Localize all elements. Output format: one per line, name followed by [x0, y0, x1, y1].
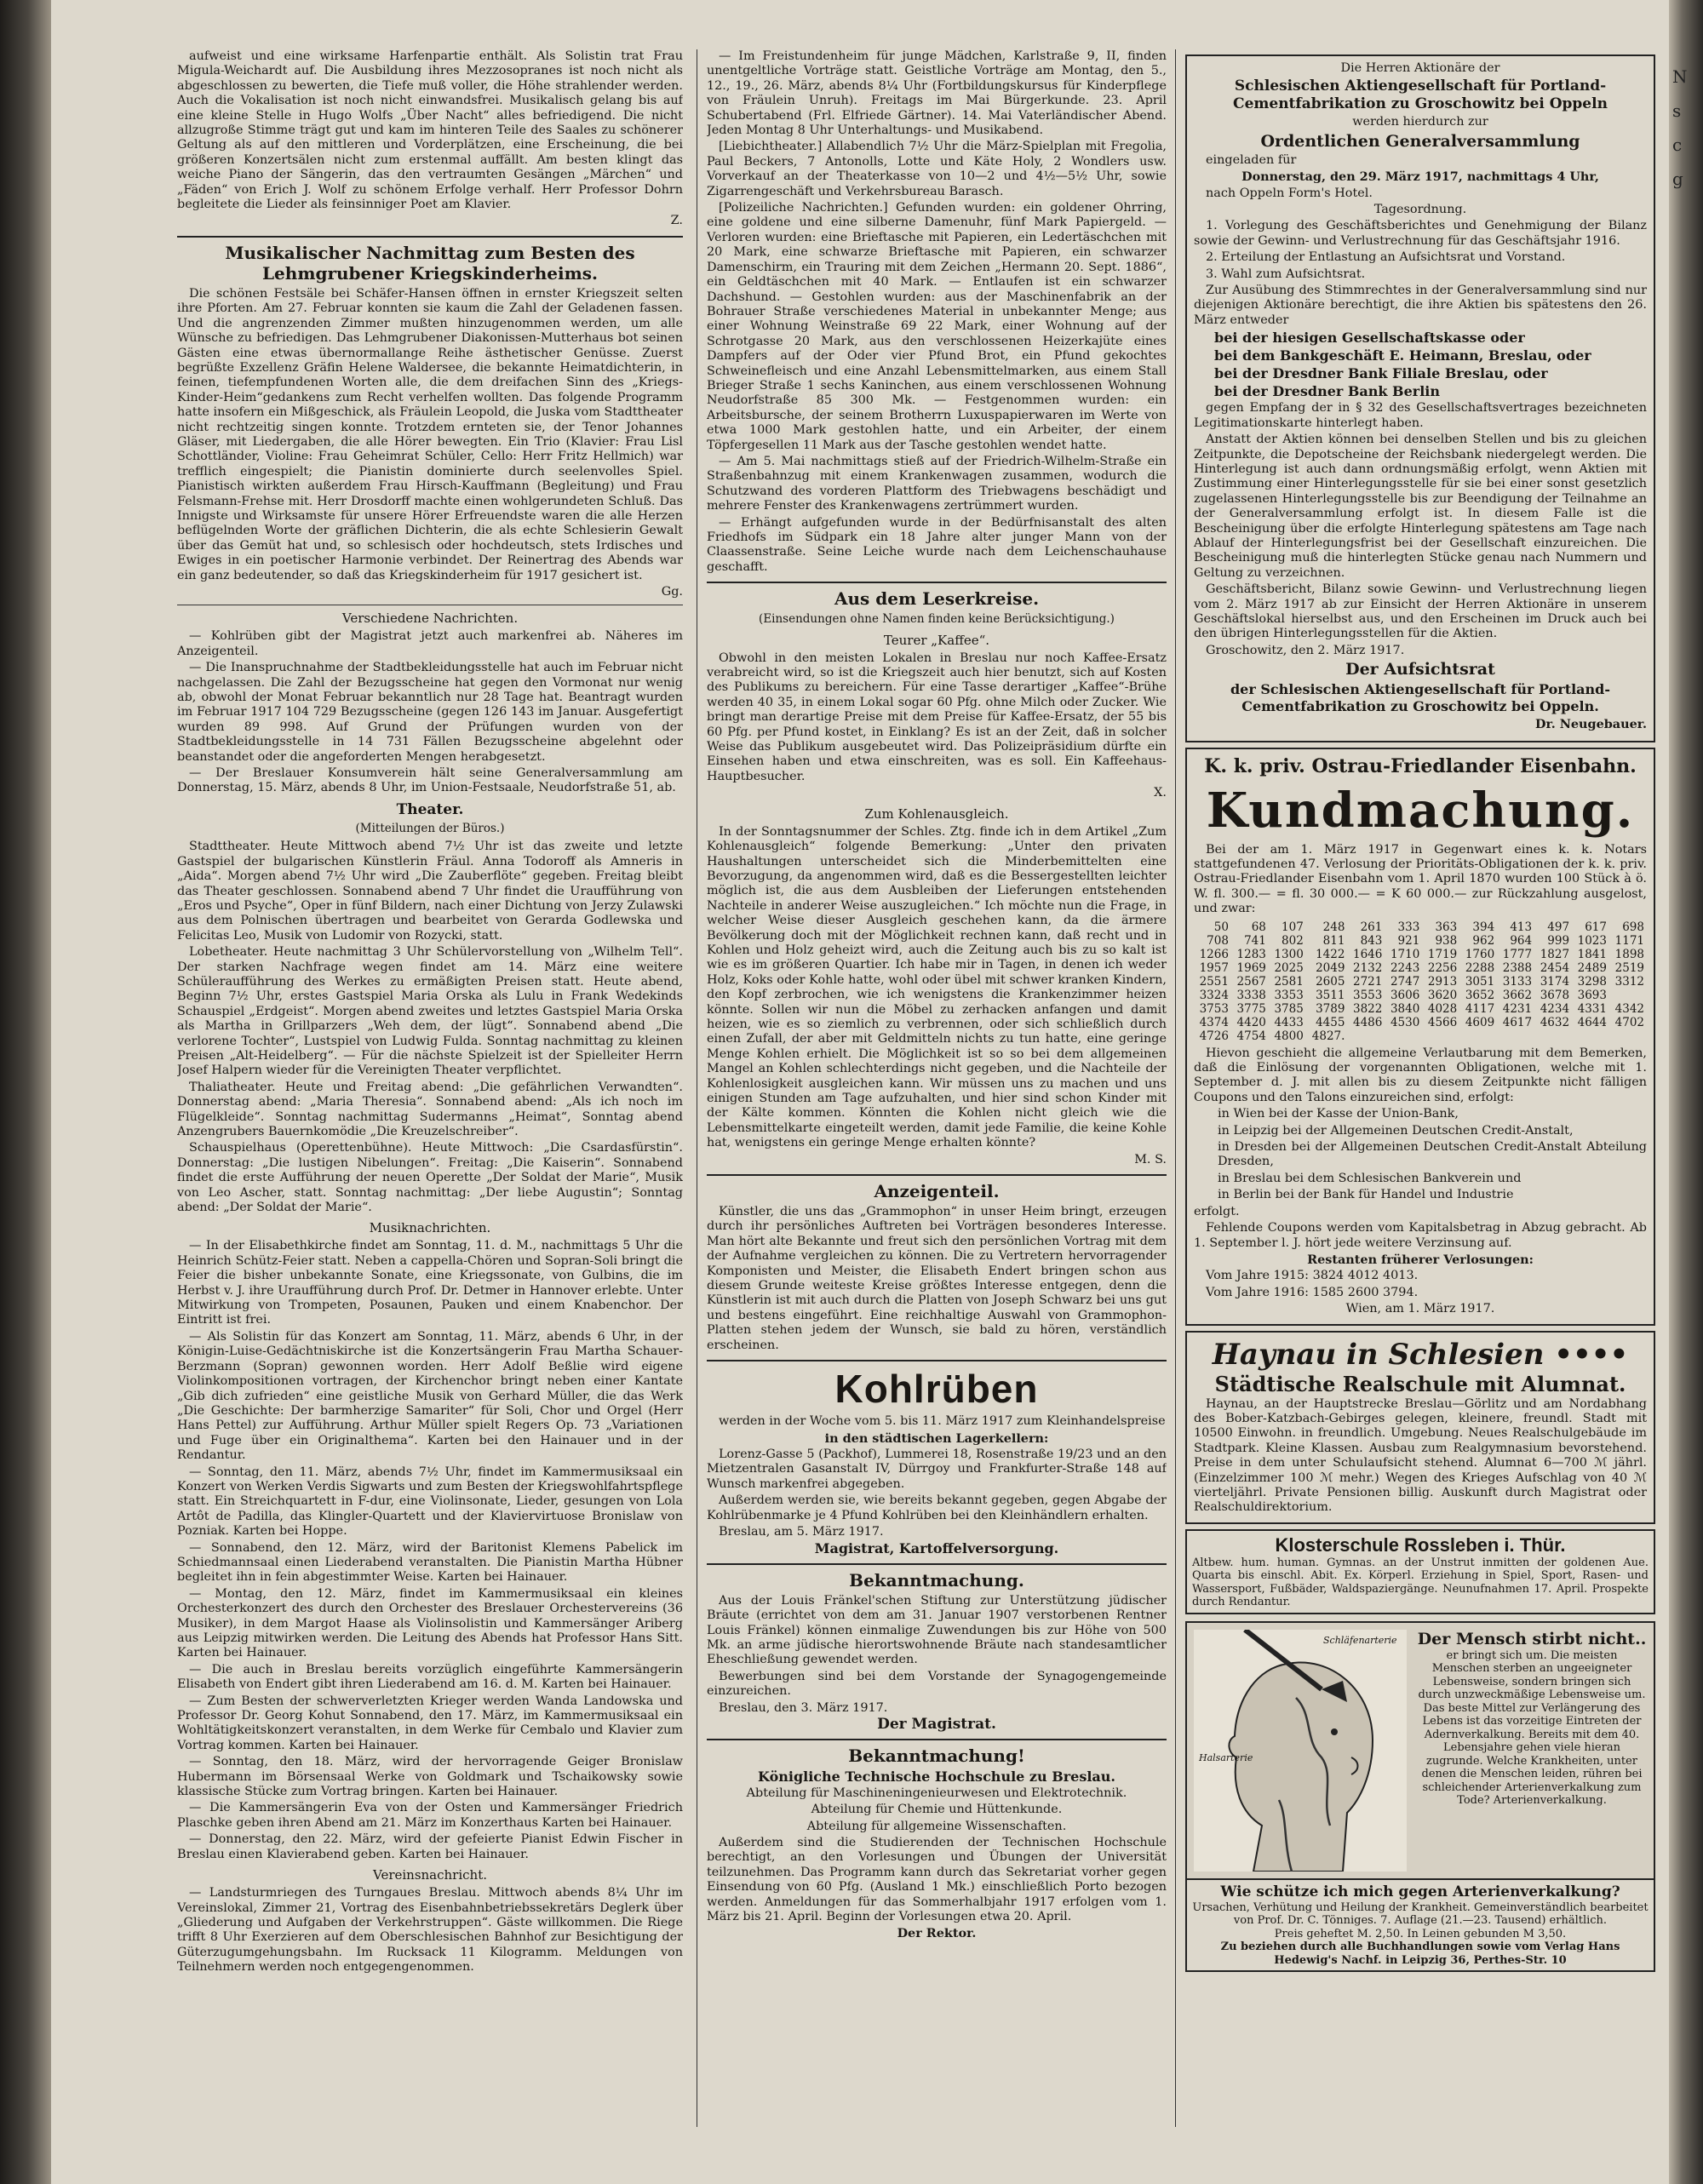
letter-signature: M. S.	[1134, 1152, 1167, 1167]
notice-date: Wien, am 1. März 1917.	[1345, 1302, 1495, 1316]
section-heading: Vereinsnachricht.	[372, 1867, 488, 1883]
section-subheading: (Einsendungen ohne Namen finden keine Berücksichtigung.)	[759, 612, 1115, 627]
drawn-numbers-table	[1194, 920, 1647, 1043]
drawn-number: 4374	[1199, 1015, 1229, 1029]
drawn-number: 3324	[1199, 988, 1229, 1002]
drawn-number: 4609	[1465, 1015, 1495, 1029]
drawn-number: 3785	[1274, 1001, 1304, 1016]
drawn-number: 4617	[1502, 1015, 1533, 1029]
music-item: — Donnerstag, den 22. März, wird der gefeierte Pianist Edwin Fischer in Breslau einen Klavierabend geben. Karten bei Hainauer.	[177, 1832, 683, 1861]
separator	[707, 1563, 1167, 1565]
drawn-number: 3051	[1465, 974, 1495, 989]
drawn-number: 4754	[1236, 1029, 1266, 1043]
railway-title: K. k. priv. Ostrau-Friedlander Eisenbahn.	[1204, 754, 1637, 777]
board-signer: Dr. Neugebauer.	[1534, 717, 1647, 732]
drawn-number: 4342	[1614, 1001, 1644, 1016]
ad-text: Künstler, die uns das „Grammophon“ in unser Heim bringt, erzeugen durch ihr persönliches Auftreten bei Vorträgen besonderes Interesse. Man hört alte Bekannte und freut sich den persönlichen Vortrag mit dem der Aufnahme vergleichen zu können. Die zu Vertretern hervorragender Komponisten und Meister, die Elisabeth Endert bringen schon aus diesem Grunde weiteste Kreise größtes Interesse entgegen, denn die Künstlerin ist mit auch durch die Platten von Joseph Schwarz bei uns gut und bestens eingeführt. Eine reichhaltige Auswahl von Grammophon-Platten stehen jedem der Wunsch, sie bald zu hören, verständlich erscheinen.	[707, 1205, 1167, 1352]
bank-line: bei der hiesigen Gesellschaftskasse oder	[1214, 330, 1525, 347]
drawn-number: 3298	[1577, 974, 1607, 989]
drawn-number: 4632	[1540, 1015, 1570, 1029]
ad-book-title: Wie schütze ich mich gegen Arterienverkalkung?	[1220, 1883, 1620, 1900]
drawn-number: 1710	[1390, 947, 1420, 961]
music-item: — Zum Besten der schwerverletzten Krieger werden Wanda Landowska und Professor Dr. Georg Kohut Sonnabend, den 17. März, im Kammermusiksaal ein Wohltätigkeitskonzert veranstalten, in dem Werke für Cembalo und Klavier zum Vortrag kommen. Karten bei Hainauer.	[177, 1694, 683, 1752]
separator	[707, 582, 1167, 583]
drawn-number: 3133	[1502, 974, 1533, 989]
notice-intro: Die Herren Aktionäre der	[1340, 61, 1500, 75]
drawn-number: 1300	[1274, 947, 1304, 961]
drawn-number: 2049	[1316, 960, 1345, 975]
payment-place: in Leipzig bei der Allgemeinen Deutschen Credit-Anstalt,	[1218, 1123, 1574, 1138]
drawn-number: 2519	[1614, 960, 1644, 975]
letter-heading: Zum Kohlenausgleich.	[864, 805, 1009, 822]
article-signature: Z.	[670, 214, 683, 228]
department-line: Abteilung für Chemie und Hüttenkunde.	[811, 1803, 1063, 1817]
notice-heading: Bekanntmachung.	[849, 1569, 1024, 1591]
drawn-number: 497	[1547, 920, 1570, 934]
drawn-number: 3693	[1577, 988, 1607, 1002]
notice-text: Außerdem werden sie, wie bereits bekannt gegeben, gegen Abgabe der Kohlrübenmarke je 4 Pfund Kohlrüben bei den Kleinhändlern erhalten.	[707, 1493, 1167, 1522]
klosterschule-ad	[1185, 1529, 1655, 1614]
drawn-number: 3338	[1236, 988, 1266, 1002]
notice-signature: Magistrat, Kartoffelversorgung.	[814, 1540, 1059, 1557]
drawn-number: 999	[1547, 933, 1570, 948]
drawn-number: 3606	[1390, 988, 1420, 1002]
letter-signature: X.	[1154, 786, 1167, 800]
drawn-number: 3553	[1353, 988, 1383, 1002]
drawn-number: 2243	[1390, 960, 1420, 975]
number-row	[1194, 1029, 1647, 1043]
notice-text: gegen Empfang der in § 32 des Gesellschaftsvertrages bezeichneten Legitimationskarte hinterlegt haben.	[1194, 401, 1647, 430]
drawn-number: 50	[1213, 920, 1229, 934]
bank-line: bei der Dresdner Bank Berlin	[1214, 383, 1440, 400]
drawn-number: 1719	[1427, 947, 1458, 961]
railway-notice	[1185, 748, 1655, 1326]
drawn-number: 708	[1207, 933, 1229, 948]
ad-headline: Der Mensch stirbt nicht..	[1417, 1629, 1647, 1648]
section-heading: Theater.	[396, 800, 464, 818]
theater-item: Thaliatheater. Heute und Freitag abend: „Die gefährlichen Verwandten“. Donnerstag abend: „Maria Theresia“. Sonnabend abend: „Als ich noch im Flügelkleide“. Sonntag nachmittag Sudermanns „Heimat“, Sonntag abend Anzengrubers Bauernkomödie „Die Kreuzelschreiber“.	[177, 1080, 683, 1138]
drawn-number: 2388	[1502, 960, 1533, 975]
payment-place: in Dresden bei der Allgemeinen Deutschen Credit-Anstalt Abteilung Dresden,	[1218, 1140, 1647, 1169]
column-left	[177, 49, 683, 2127]
company-name: Schlesischen Aktiengesellschaft für Portland-Cementfabrikation zu Groschowitz bei Oppeln	[1233, 77, 1608, 113]
drawn-number: 921	[1397, 933, 1420, 948]
drawn-number: 107	[1282, 920, 1304, 934]
strip-letter: s	[1672, 100, 1682, 121]
notice-text: Zur Ausübung des Stimmrechtes in der Generalversammlung sind nur diejenigen Aktionäre berechtigt, die ihre Aktien bis spätestens den 26. März entweder	[1194, 284, 1647, 327]
news-item: — Im Freistundenheim für junge Mädchen, Karlstraße 9, II, finden unentgeltliche Vorträge statt. Geistliche Vorträge am Montag, den 5., 12., 19., 26. März, abends 8¼ Uhr (Fortbildungskursus für Kinderpflege von Fräulein Unruh). Freitags im Mai Bürgerkunde. 23. April Schubertabend (Frl. Elfriede Gärtner). 14. Mai Vaterländischer Abend. Jeden Montag 8 Uhr Unterhaltungs- und Musikabend.	[707, 49, 1167, 138]
board-company: der Schlesischen Aktiengesellschaft für Portland-Cementfabrikation zu Groschowitz bei Oppeln.	[1230, 681, 1610, 715]
payment-place: in Wien bei der Kasse der Union-Bank,	[1218, 1107, 1459, 1121]
notice-signature: Der Rektor.	[897, 1926, 977, 1941]
drawn-number: 4331	[1577, 1001, 1607, 1016]
department-line: Abteilung für allgemeine Wissenschaften.	[806, 1819, 1067, 1833]
payment-place: in Breslau bei dem Schlesischen Bankverein und	[1218, 1171, 1522, 1185]
drawn-number: 4420	[1236, 1015, 1266, 1029]
news-item: — Die Inanspruchnahme der Stadtbekleidungsstelle hat auch im Februar nicht nachgelassen. Die Zahl der Bezugsscheine hat gegen den Vormonat nur wenig ab, obwohl der Monat Februar bekanntlich nur 28 Tage hat. Beantragt wurden im Februar 1917 104 729 Bezugsscheine (gegen 126 143 im Januar. Ausgefertigt wurden 89 998. Auf Grund der Prüfungen wurden von der Stadtbekleidungsstelle in 14 731 Fällen Bezugsscheine abgelehnt oder beanstandet oder die angeforderten Mengen herabgesetzt.	[177, 661, 683, 764]
ad-text: Altbew. hum. human. Gymnas. an der Unstrut inmitten der goldenen Aue. Quarta bis einschl. Abit. Ex. Körperl. Erziehung in Spiel, Sport, Rasen- und Wassersport, Fußbäder, Waldspaziergänge. Neunufnahmen 17. April. Prospekte durch Rendantur.	[1192, 1556, 1649, 1609]
number-row	[1194, 975, 1647, 989]
letter-text: In der Sonntagsnummer der Schles. Ztg. finde ich in dem Artikel „Zum Kohlenausgleich“ folgende Bemerkung: „Unter den privaten Haushaltungen unterscheidet sich die Minderbemittelten eine Bevorzugung, da angenommen wird, daß es die Bessergestellten leichter möglich ist, die aus dem Ausbleiben der Lieferungen entstehenden Nachteile in anderer Weise auszugleichen.“ Ich möchte nun die Frage, in welcher Weise dieser Ausgleich geschehen kann, da die ärmere Bevölkerung doch mit der Möglichkeit rechnen kann, daß recht und in Kohlen und Holz geheizt wird, auch die Zeitung auch bis zu so kalt ist wie es im größeren Quartier. Ich habe mir in Tagen, in denen ich weder Holz, Koks oder Kohle hatte, wohl oder übel mit schwer kranken Kindern, den Kopf zerbrochen, wie ich wenigstens die Krankenzimmer heizen könnte. Sollen wir nun die Möbel zu zerhacken anfangen und damit heizen, wie es so ziemlich zu verbrennen, oder sich schließlich durch einen Zufall, der aber mit Geldmitteln nichts zu tun hatte, eine geringe Menge Kohlen erhielt. Die Möglichkeit ist so so bei dem allgemeinen Mangel an Kohlen schlechterdings nicht gegeben, und die Nachteile der Kohlenlosigkeit ausgleichen kann. Wir müssen uns zu machen und uns einigen Stunden am Tage aufzuhalten, und hier sind schon Kinder mit der Kälte kommen. Könnten die Kohlen nicht gleich wie die Lebensmittelkarte eingeteilt werden, damit jede Familie, die keine Kohle hat, wenigstens ein geringe Menge erhalten könnte?	[707, 824, 1167, 1150]
number-row	[1194, 948, 1647, 961]
meeting-title: Ordentlichen Generalversammlung	[1260, 131, 1580, 151]
notice-text: Bewerbungen sind bei dem Vorstande der Synagogengemeinde einzureichen.	[707, 1669, 1167, 1699]
music-item: — Montag, den 12. März, findet im Kammermusiksaal ein kleines Orchesterkonzert des durch den Orchester des Breslauer Orchestervereins (36 Musiker), in dem Margot Haase als Violinsolistin und Kammersänger Ariberg aus Leipzig mitwirken werden. Die Leitung des Abends hat Professor Hans Sitt. Karten bei Hainauer.	[177, 1586, 683, 1660]
notice-subheading: in den städtischen Lagerkellern:	[824, 1430, 1049, 1446]
notice-date: Groschowitz, den 2. März 1917.	[1206, 643, 1405, 657]
music-item: — Die auch in Breslau bereits vorzüglich eingeführte Kammersängerin Elisabeth von Endert gibt ihren Liederabend am 16. d. M. Karten bei Hainauer.	[177, 1662, 683, 1692]
drawn-number: 3789	[1316, 1001, 1345, 1016]
music-item: — Sonntag, den 11. März, abends 7½ Uhr, findet im Kammermusiksaal ein Konzert von Werken Verdis Sigwarts und zum Besten der Kriegswohlfahrtspflege statt. Ein Streichquartett in F-dur, eine Violinsonate, Lieder, gesungen von Lola Artôt de Padilla, das Klingler-Quartett und der Klaviervirtuose Bronislaw von Pozniak. Karten bei Hoppe.	[177, 1465, 683, 1539]
drawn-number: 1266	[1199, 947, 1229, 961]
drawn-number: 248	[1322, 920, 1345, 934]
drawn-number: 4566	[1427, 1015, 1458, 1029]
number-row	[1194, 1002, 1647, 1016]
article-signature: Gg.	[661, 585, 683, 599]
theater-item: Stadttheater. Heute Mittwoch abend 7½ Uhr ist das zweite und letzte Gastspiel der bulgarischen Künstlerin Fräul. Anna Todoroff als Amneris in „Aida“. Morgen abend 7½ Uhr wird „Die Zauberflöte“ gegeben. Freitag bleibt das Theater geschlossen. Sonnabend abend 7 Uhr findet die Uraufführung von „Eros und Psyche“, Oper in fünf Bildern, nach einer Dichtung von Jerzy Zulawski aus dem Polnischen übertragen und bearbeitet von Gerarda Godlewska und Felicitas Leo, Musik von Ludomir von Rozycki, statt.	[177, 840, 683, 943]
drawn-number: 964	[1510, 933, 1533, 948]
column-right	[1185, 49, 1655, 2127]
drawn-number: 2581	[1274, 974, 1304, 989]
drawn-number: 3511	[1316, 988, 1345, 1002]
number-row	[1194, 961, 1647, 975]
drawn-number: 2256	[1427, 960, 1458, 975]
drawn-number: 698	[1622, 920, 1644, 934]
notice-text: Lorenz-Gasse 5 (Packhof), Lummerei 18, Rosenstraße 19/23 und an den Mietzentralen Gasanstalt IV, Dürrgoy und Frankfurter-Straße 148 auf Wunsch markenfrei abgegeben.	[707, 1447, 1167, 1491]
agenda-item: 3. Wahl zum Aufsichtsrat.	[1206, 267, 1366, 281]
number-row	[1194, 989, 1647, 1002]
notice-text: Anstatt der Aktien können bei denselben Stellen und bis zu gleichen Zeitpunkte, die Depotscheine der Reichsbank niedergelegt werden. Die Hinterlegung ist auch dann ordnungsmäßig erfolgt, wenn Aktien mit Zustimmung einer Hinterlegungsstelle für sie bei einer sonst gesetzlich zugelassenen Hinterlegungsstelle bis zur Beendigung der Teilnahme an der Generalversammlung erfolgt ist. In diesem Falle ist die Bescheinigung über die erfolgte Hinterlegung spätestens am Tage nach Ablauf der Hinterlegungsfrist bei der Gesellschaft einzureichen. Die Bescheinigung muß die hinterlegten Stücke genau nach Nummern und Geltung zu verzeichnen.	[1194, 433, 1647, 580]
drawn-number: 4231	[1502, 1001, 1533, 1016]
letter-text: Obwohl in den meisten Lokalen in Breslau nur noch Kaffee-Ersatz verabreicht wird, so ist die Kriegszeit auch hier benutzt, sich auf Kosten des Publikums zu bereichern. Für eine Tasse derartiger „Kaffee“-Brühe werden 40 35, in einem Lokal sogar 60 Pfg. ohne Milch oder Zucker. Wie bringt man derartige Preise mit dem Preise für Kaffee-Ersatz, der 55 bis 60 Pfg. per Pfund kostet, in Einklang? Es ist an der Zeit, daß in solcher Weise das Publikum ausgebeutet wird. Das Polizeipräsidium dürfte ein Einsehen haben und etwa einschreiten, was es soll. Ein Kaffeehaus-Hauptbesucher.	[707, 651, 1167, 783]
drawn-number: 4117	[1465, 1001, 1495, 1016]
ad-publisher: Zu beziehen durch alle Buchhandlungen sowie vom Verlag Hans Hedewig's Nachf. in Leipzig 36, Perthes-Str. 10	[1220, 1940, 1620, 1967]
concert-review-text: aufweist und eine wirksame Harfenpartie enthält. Als Solistin trat Frau Migula-Weichardt auf. Die Ausbildung ihres Mezzosopranes ist noch nicht als abgeschlossen zu bewerten, die Tiefe muß voller, die Höhe strahlender werden. Auch die Vokalisation ist noch nicht einwandsfrei. Musikalisch gelang bis auf eine kleine Stelle in Hugo Wolfs „Über Nacht“ alles befriedigend. Die nicht allzugroße Stimme trägt gut und kam im hinteren Teile des Saales zu schönerer Geltung als auf den mittleren und Vorderplätzen, eine Erscheinung, die bei größeren Konzertsälen nicht zum erstenmal auffällt. Am besten klingt das weiche Piano der Sängerin, das den vertraumten Gesängen „Märchen“ und „Fäden“ von Erich J. Wolf zu schönem Erfolge verhalf. Herr Professor Dohrn begleitete die Lieder als feinsinniger Poet am Klavier.	[177, 49, 683, 212]
drawn-number: 2288	[1465, 960, 1495, 975]
drawn-number: 4702	[1614, 1015, 1644, 1029]
drawn-number: 3678	[1540, 988, 1570, 1002]
music-item: — In der Elisabethkirche findet am Sonntag, 11. d. M., nachmittags 5 Uhr die Heinrich Schütz-Feier statt. Neben a cappella-Chören und Sopran-Soli bringt die Feier die bisher unbekannte Sonate, eine Kriegssonate, von Gulbins, die im Herbst v. J. ihre Uraufführung durch Prof. Dr. Detmer in Hannover erlebte. Unter Mitwirkung von Trompeten, Posaunen, Pauken und einem Knabenchor. Der Eintritt ist frei.	[177, 1239, 683, 1327]
section-subheading: (Mitteilungen der Büros.)	[355, 821, 505, 835]
remainder-title: Restanten früherer Verlosungen:	[1307, 1252, 1534, 1267]
board-title: Der Aufsichtsrat	[1345, 660, 1495, 679]
drawn-number: 962	[1472, 933, 1495, 948]
drawn-number: 1777	[1502, 947, 1533, 961]
drawn-number: 2025	[1274, 960, 1304, 975]
bank-line: bei der Dresdner Bank Filiale Breslau, oder	[1214, 365, 1548, 382]
drawn-number: 1841	[1577, 947, 1607, 961]
ad-text-block	[1417, 1630, 1647, 1808]
music-item: — Sonnabend, den 12. März, wird der Baritonist Klemens Pabelick im Schiedmannsaal einen Liederabend veranstalten. Die Pianistin Martha Hübner begleitet ihn in fein abgestimmter Weise. Karten bei Hainauer.	[177, 1540, 683, 1585]
notice-date: Breslau, am 5. März 1917.	[719, 1524, 884, 1539]
notice-signature: Der Magistrat.	[877, 1716, 996, 1733]
drawn-number: 1646	[1353, 947, 1383, 961]
separator	[707, 1360, 1167, 1361]
drawn-number: 363	[1435, 920, 1458, 934]
drawn-number: 4234	[1540, 1001, 1570, 1016]
drawn-number: 2721	[1353, 974, 1383, 989]
number-row	[1194, 934, 1647, 948]
separator	[177, 236, 683, 238]
notice-text: Hievon geschieht die allgemeine Verlautbarung mit dem Bemerken, daß die Einlösung der vorgenannten Obligationen, welche mit 1. September d. J. mit allen bis zu diesem Zeitpunkte nicht fälligen Coupons und den Talons einzureichen sind, erfolgt:	[1194, 1046, 1647, 1104]
section-heading: Musiknachrichten.	[369, 1220, 491, 1236]
drawn-number: 3620	[1427, 988, 1458, 1002]
ad-illustration-label: Halsarterie	[1199, 1751, 1253, 1763]
drawn-number: 3174	[1540, 974, 1570, 989]
drawn-number: 3353	[1274, 988, 1304, 1002]
book-binding	[0, 0, 51, 2184]
drawn-number: 802	[1282, 933, 1304, 948]
section-heading: Aus dem Leserkreise.	[834, 588, 1040, 610]
shareholder-notice	[1185, 54, 1655, 742]
column-rule	[1175, 49, 1176, 2127]
drawn-number: 2454	[1540, 960, 1570, 975]
notice-title: Königliche Technische Hochschule zu Breslau.	[758, 1768, 1115, 1786]
meeting-place: nach Oppeln Form's Hotel.	[1206, 186, 1373, 200]
kundmachung-title: Kundmachung.	[1206, 782, 1635, 839]
ad-footer	[1185, 1880, 1655, 1973]
drawn-number: 2551	[1199, 974, 1229, 989]
drawn-number: 1969	[1236, 960, 1266, 975]
agenda-title: Tagesordnung.	[1373, 203, 1467, 217]
drawn-number: 4433	[1274, 1015, 1304, 1029]
arteriosclerosis-ad	[1185, 1621, 1655, 1880]
payment-place: in Berlin bei der Bank für Handel und Industrie	[1218, 1188, 1514, 1202]
drawn-number: 3775	[1236, 1001, 1266, 1016]
ad-illustration-label: Schläfenarterie	[1323, 1634, 1397, 1646]
drawn-number: 413	[1510, 920, 1533, 934]
ad-text: er bringt sich um. Die meisten Menschen sterben an ungeeigneter Lebensweise, sondern bringen sich durch unzweckmäßige Lebensweise um. Das beste Mittel zur Verlängerung des Lebens ist das vorzeitige Eintreten der Adernverkalkung. Bereits mit dem 40. Lebensjahre gehen viele hieran zugrunde. Welche Krankheiten, unter denen die Menschen leiden, rühren bei schleichender Arterienverkalkung zum Tode? Arterienverkalkung.	[1418, 1648, 1646, 1808]
news-item: — Kohlrüben gibt der Magistrat jetzt auch markenfrei ab. Näheres im Anzeigenteil.	[177, 629, 683, 658]
notice-date: Breslau, den 3. März 1917.	[719, 1700, 888, 1715]
section-heading: Verschiedene Nachrichten.	[341, 610, 519, 627]
music-item: — Die Kammersängerin Eva von der Osten und Kammersänger Friedrich Plaschke geben ihren Abend am 21. März im Konzerthaus Karten bei Hainauer.	[177, 1801, 683, 1830]
drawn-number: 1283	[1236, 947, 1266, 961]
drawn-number: 3312	[1614, 974, 1644, 989]
meeting-date: Donnerstag, den 29. März 1917, nachmittags 4 Uhr,	[1241, 169, 1599, 185]
drawn-number: 4486	[1353, 1015, 1383, 1029]
drawn-number: 1171	[1614, 933, 1644, 948]
drawn-number: 741	[1244, 933, 1266, 948]
strip-letter: N	[1672, 66, 1688, 87]
drawn-number: 2132	[1353, 960, 1383, 975]
notice-text: Bei der am 1. März 1917 in Gegenwart eines k. k. Notars stattgefundenen 47. Verlosung der Prioritäts-Obligationen der k. k. priv. Ostrau-Friedlander Eisenbahn vom 1. April 1870 wurden 100 Stück à ö. W. fl. 300.— = fl. 30 000.— = K 60 000.— zur Rückzahlung ausgelost, und zwar:	[1194, 842, 1647, 916]
drawn-number: 3840	[1390, 1001, 1420, 1016]
article-heading: Musikalischer Nachmittag zum Besten des Lehmgrubener Kriegskinderheims.	[225, 242, 635, 284]
drawn-number: 1898	[1614, 947, 1644, 961]
drawn-number: 3822	[1353, 1001, 1383, 1016]
drawn-number: 261	[1360, 920, 1383, 934]
drawn-number: 4827.	[1311, 1029, 1345, 1043]
number-row	[1194, 1016, 1647, 1029]
department-line: Abteilung für Maschineningenieurwesen und Elektrotechnik.	[746, 1786, 1127, 1800]
news-item: — Der Breslauer Konsumverein hält seine Generalversammlung am Donnerstag, 15. März, abends 8 Uhr, im Union-Festsaale, Neudorfstraße 51, ab.	[177, 766, 683, 795]
drawn-number: 1023	[1577, 933, 1607, 948]
drawn-number: 4726	[1199, 1029, 1229, 1043]
drawn-number: 4455	[1316, 1015, 1345, 1029]
news-item: [Polizeiliche Nachrichten.] Gefunden wurden: ein goldener Ohrring, eine goldene und eine silberne Damenuhr, fünf Mark Papiergeld. — Verloren wurden: eine Brieftasche mit Papieren, ein Ledertäschchen mit 20 Mark, eine schwarze Brieftasche mit Papieren, ein schwarzer Damenschirm, ein Trauring mit dem Zeichen „Hermann 20. Sept. 1886“, ein Geldtäschchen mit 40 Mark. — Entlaufen ist ein schwarzer Dachshund. — Gestohlen wurden: aus der Maschinenfabrik an der Bohrauer Straße verschiedenes Material in unbekannter Menge; aus einer Wohnung Weinstraße 69 22 Mark, einer Wohnung auf der Schrotgasse 20 Mark, aus den verschlossenen Heizerkajüte eines Dampfers auf der Oder vier Pfund Brot, ein Pfund gekochtes Schweinefleisch und eine Anzahl Lebensmittelmarken, aus einem Stall Brieger Straße 1 sechs Kaninchen, aus einem verschlossenen Wohnung Neudorfstraße 85 300 Mk. — Festgenommen wurden: ein Arbeitsbursche, der seinem Brotherrn Luxuspapierwaren im Werte von etwa 1000 Mark gestohlen hatte, und ein Arbeiter, der einem Töpfergesellen 11 Mark aus der Tasche gestohlen wendet hatte.	[707, 201, 1167, 452]
music-item: — Sonntag, den 18. März, wird der hervorragende Geiger Bronislaw Hubermann im Börsensaal Werke von Goldmark und Tschaikowsky sowie klassische Stücke zum Vortrag bringen. Karten bei Hainauer.	[177, 1755, 683, 1799]
strip-letter: g	[1672, 169, 1683, 189]
haynau-school-ad	[1185, 1331, 1655, 1524]
drawn-number: 2747	[1390, 974, 1420, 989]
ad-book-subtitle: Ursachen, Verhütung und Heilung der Krankheit. Gemeinverständlich bearbeitet von Prof. Dr. C. Tönniges. 7. Auflage (21.—23. Tausend) erhältlich.	[1192, 1900, 1649, 1928]
drawn-number: 1957	[1199, 960, 1229, 975]
drawn-number: 3652	[1465, 988, 1495, 1002]
haynau-subtitle: Städtische Realschule mit Alumnat.	[1214, 1371, 1626, 1396]
drawn-number: 938	[1435, 933, 1458, 948]
remainder-line: Vom Jahre 1916: 1585 2600 3794.	[1206, 1285, 1419, 1299]
drawn-number: 843	[1360, 933, 1383, 948]
bank-line: bei dem Bankgeschäft E. Heimann, Breslau, oder	[1214, 347, 1591, 364]
notice-text: erfolgt.	[1194, 1204, 1240, 1218]
next-page-strip	[1672, 60, 1698, 196]
drawn-number: 4644	[1577, 1015, 1607, 1029]
notice-text: Aus der Louis Fränkel'schen Stiftung zur Unterstützung jüdischer Bräute (errichtet von dem am 31. Januar 1907 verstorbenen Rentner Louis Fränkel) können einmalige Zuwendungen bis zur Höhe von 500 Mk. an arme jüdische hierortswohnende Bräute nach standesamtlicher Eheschließung gewendet werden.	[707, 1593, 1167, 1667]
drawn-number: 617	[1585, 920, 1607, 934]
drawn-number: 2567	[1236, 974, 1266, 989]
drawn-number: 333	[1397, 920, 1420, 934]
klosterschule-title: Klosterschule Rossleben i. Thür.	[1275, 1533, 1566, 1556]
theater-item: Schauspielhaus (Operettenbühne). Heute Mittwoch: „Die Csardasfürstin“. Donnerstag: „Die lustigen Nibelungen“. Freitag: „Die Kaiserin“. Sonnabend findet die erste Aufführung der neuen Operette „Der Soldat der Marie“, Musik von Leo Ascher, statt. Sonntag nachmittag: „Der liebe Augustin“; Sonntag abend: „Der Soldat der Marie“.	[177, 1141, 683, 1215]
drawn-number: 4800	[1274, 1029, 1304, 1043]
drawn-number: 1827	[1540, 947, 1570, 961]
drawn-number: 4530	[1390, 1015, 1420, 1029]
ad-text: Haynau, an der Hauptstrecke Breslau—Görlitz und am Nordabhang des Bober-Katzbach-Gebirges gelegen, kleinere, freundl. Stadt mit 10500 Einwohn. in freundlich. Umgebung. Neues Realschulgebäude im Stadtpark. Kleine Klassen. Ausbau zum Realgymnasium bevorstehend. Preise in dem unter Schulaufsicht stehend. Alumnat 6—700 ℳ jährl. (Einzelzimmer 100 ℳ mehr.) Wegen des Krieges Aufschlag von 40 ℳ vierteljährl. Private Pensionen billig. Auskunft durch Magistrat oder Realschuldirektorium.	[1194, 1396, 1647, 1515]
drawn-number: 3662	[1502, 988, 1533, 1002]
notice-text: Geschäftsbericht, Bilanz sowie Gewinn- und Verlustrechnung liegen vom 2. März 1917 ab zur Einsicht der Herren Aktionäre in unserem Geschäftslokal hierselbst aus, und den Erscheinen im Druck auch bei den übrigen Hinterlegungsstellen für die Aktien.	[1194, 582, 1647, 641]
number-row	[1194, 920, 1647, 934]
section-heading: Anzeigenteil.	[874, 1181, 1000, 1202]
agenda-item: 1. Vorlegung des Geschäftsberichtes und Genehmigung der Bilanz sowie der Gewinn- und Verlustrechnung für das Geschäftsjahr 1916.	[1194, 219, 1647, 248]
separator	[707, 1739, 1167, 1740]
haynau-title: Haynau in Schlesien ••••	[1212, 1337, 1629, 1372]
news-item: [Liebichtheater.] Allabendlich 7½ Uhr die März-Spielplan mit Fregolia, Paul Beckers, 7 Antonolls, Lotte und Käte Holy, 2 Wondlers usw. Vorverkauf an der Theaterkasse von 10—2 und 4½—5½ Uhr, sowie Zigarrengeschäft und Verkehrsbureau Barasch.	[707, 140, 1167, 198]
drawn-number: 1760	[1465, 947, 1495, 961]
drawn-number: 2605	[1316, 974, 1345, 989]
drawn-number: 2913	[1427, 974, 1458, 989]
letter-heading: Teurer „Kaffee“.	[883, 632, 990, 648]
music-item: — Als Solistin für das Konzert am Sonntag, 11. März, abends 6 Uhr, in der Königin-Luise-Gedächtniskirche ist die Konzertsängerin Frau Martha Schauer-Berzmann (Sopran) gewonnen worden. Herr Adolf Beßlie wird eigene Violinkompositionen vortragen, der Kirchenchor bringt neben einer Kantate „Gib dich zufrieden“ eine geistliche Musik von Gerhard Müller, die das Werk „Die Geschichte: Der barmherzige Samariter“ für Soli, Chor und Orgel (Herr Hans Pettel) zur Aufführung. Arthur Müller spielt Regers Op. 73 „Variationen und Fuge über ein Originalthema“. Karten bei den Hainauer und in der Rendantur.	[177, 1329, 683, 1463]
notice-text: eingeladen für	[1206, 152, 1297, 167]
separator	[707, 1174, 1167, 1176]
notice-heading: Bekanntmachung!	[848, 1745, 1025, 1767]
notice-text: Außerdem sind die Studierenden der Technischen Hochschule berechtigt, an den Vorlesungen und Übungen der Universität teilzunehmen. Das Programm kann durch das Sekretariat vorher gegen Einsendung von 60 Pfg. (Ausland 1 Mk.) einschließlich Porto bezogen werden. Anmeldungen für das Sommerhalbjahr 1917 erfolgen vom 1. März bis 21. April. Beginn der Vorlesungen etwa 20. April.	[707, 1836, 1167, 1924]
strip-letter: c	[1672, 135, 1683, 155]
column-middle	[707, 49, 1167, 2127]
drawn-number: 3753	[1199, 1001, 1229, 1016]
next-page-edge	[1669, 0, 1703, 2184]
notice-text: Fehlende Coupons werden vom Kapitalsbetrag in Abzug gebracht. Ab 1. September l. J. hört jede weitere Verzinsung auf.	[1194, 1221, 1647, 1250]
drawn-number: 4028	[1427, 1001, 1458, 1016]
remainder-line: Vom Jahre 1915: 3824 4012 4013.	[1206, 1269, 1419, 1283]
news-item: — Am 5. Mai nachmittags stieß auf der Friedrich-Wilhelm-Straße ein Straßenbahnzug mit einem Krankenwagen zusammen, wodurch die Schutzwand des vorderen Plattform des Triebwagens beschädigt und mehrere Fenster des Krankenwagens zertrümmert wurden.	[707, 454, 1167, 513]
news-item: — Erhängt aufgefunden wurde in der Bedürfnisanstalt des alten Friedhofs im Südpark ein 18 Jahre alter junger Mann von der Claassenstraße. Seine Leiche wurde nach dem Leichenschauhause geschafft.	[707, 515, 1167, 574]
club-item: — Landsturmriegen des Turngaues Breslau. Mittwoch abends 8¼ Uhr im Vereinslokal, Zimmer 21, Vortrag des Eisenbahnbetriebssekretärs Deglerk über „Gliederung und Aufgaben der Verkehrstruppen“. Gäste willkommen. Die Riege trifft 8 Uhr Exerzieren auf dem Oberschlesischen Bahnhof zur Besichtigung der Güterzugumgehungsbahn. Im Rucksack 11 Kilogramm. Meldungen von Teilnehmern werden noch entgegengenommen.	[177, 1886, 683, 1975]
drawn-number: 811	[1322, 933, 1345, 948]
drawn-number: 68	[1251, 920, 1266, 934]
theater-item: Lobetheater. Heute nachmittag 3 Uhr Schülervorstellung von „Wilhelm Tell“. Der starken Nachfrage wegen findet am 14. März eine weitere Schüleraufführung des Werkes zu ermäßigten Preisen statt. Heute abend, Beginn 7½ Uhr, erstes Gastspiel Maria Orska als Lulu in Frank Wedekinds Schauspiel „Erdgeist“. Morgen abend zweites und letztes Gastspiel Maria Orska als Martha in Grillparzers „Weh dem, der lügt“. Sonnabend abend „Die verlorene Tochter“, Lustspiel von Ludwig Fulda. Sonntag nachmittag zu kleinen Preisen „Alt-Heidelberg“. — Für die nächste Spielzeit ist der Spielleiter Herrn Josef Halpern wieder für die Vereinigten Theater verpflichtet.	[177, 945, 683, 1078]
drawn-number: 1422	[1316, 947, 1345, 961]
drawn-number: 394	[1472, 920, 1495, 934]
article-text: Die schönen Festsäle bei Schäfer-Hansen öffnen in ernster Kriegszeit selten ihre Pforten. Am 27. Februar konnten sie kaum die Zahl der Geladenen fassen. Und die angrenzenden Zimmer mußten hinzugenommen werden, um alle Wünsche zu befriedigen. Das Lehmgrubener Diakonissen-Mutterhaus bot seinen Gästen eine etwas übernormallange Reihe ästhetischer Genüsse. Zuerst begrüßte Exzellenz Gräfin Helene Waldersee, die bekannte Heimatdichterin, in feinen, tiefempfundenen Worten alle, die dem dreifachen Sinn des „Kriegs-Kinder-Heim“gedankens zum Recht verhelfen wollten. Das folgende Programm hatte insofern ein Mißgeschick, als Fräulein Leopold, die Juska vom Stadttheater nicht rechtzeitig singen konnte. Trotzdem ernteten sie, der Tenor Johannes Gläser, mit Liedergaben, die alle Hörer bewegten. Ein Trio (Klavier: Frau Lisl Schottländer, Violine: Frau Geheimrat Schüler, Cello: Herr Fritz Hellmich) war trefflich eingespielt; die Pianistin dominierte durch seelenvolles Spiel. Pianistisch wirkten außerdem Frau Hirsch-Kauffmann (Begleitung) und Frau Felsmann-Frehse mit. Herr Drosdorff machte einen wohlgerundeten Schluß. Das Innigste und Wirksamste für unsere Hörer Erfreuendste waren die alle Herzen beflügelnden Worte der gräflichen Dichterin, die als echte Schlesierin Gewalt über das Gemüt hat und, so schlesisch oder hochdeutsch, stets Irdisches und Ewiges in ein poetischer Harmonie verbindet. Der Reinertrag des Abends war ein ganz bedeutender, so daß das Kriegskinderheim für 1917 gesichert ist.	[177, 286, 683, 582]
notice-text: werden in der Woche vom 5. bis 11. März 1917 zum Kleinhandelspreise	[719, 1414, 1166, 1429]
drawn-number: 2489	[1577, 960, 1607, 975]
kohlrueben-title: Kohlrüben	[834, 1367, 1039, 1412]
notice-text: werden hierdurch zur	[1352, 115, 1488, 129]
agenda-item: 2. Erteilung der Entlastung an Aufsichtsrat und Vorstand.	[1206, 250, 1566, 265]
ad-book-price: Preis geheftet M. 2,50. In Leinen gebunden M 3,50.	[1274, 1927, 1567, 1940]
